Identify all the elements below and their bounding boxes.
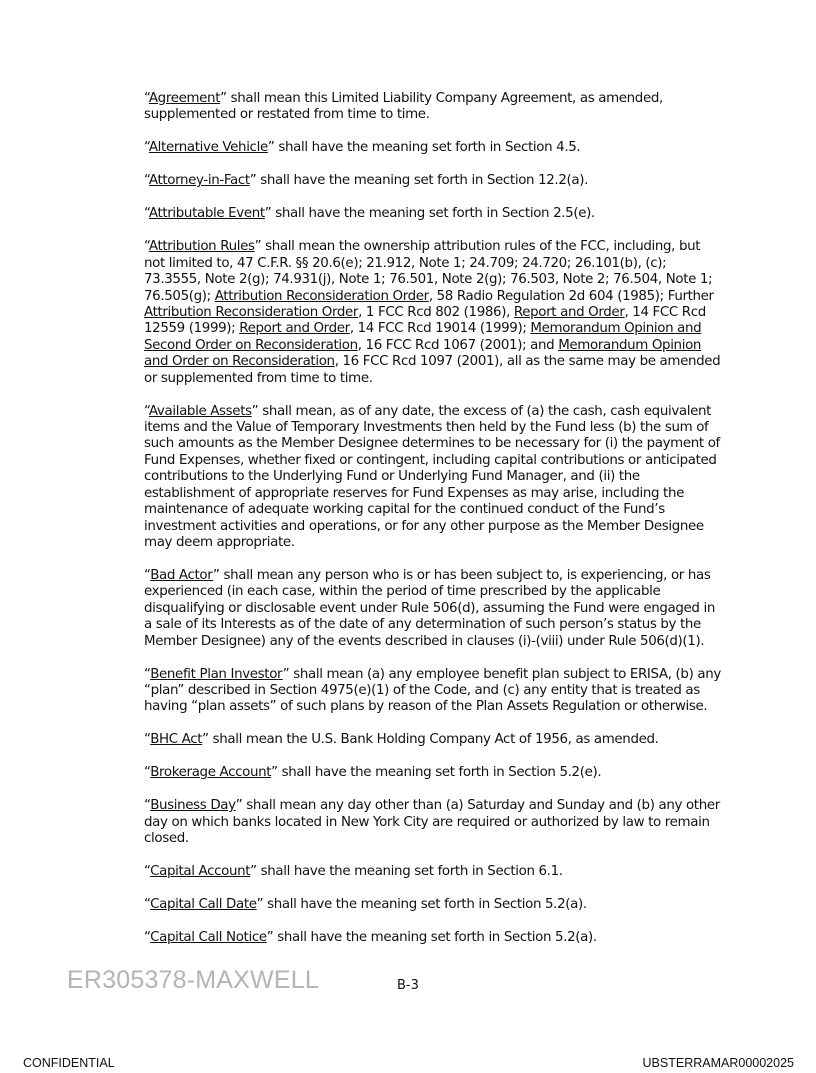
definition-text: ” shall have the meaning set forth in Section 5.2(e). bbox=[271, 765, 602, 781]
definition-text: , 14 FCC Rcd 12559 (1999); bbox=[144, 305, 706, 337]
definition-benefit-plan-investor: “Benefit Plan Investor” shall mean (a) any employee benefit plan subject to ERISA, (b) any “plan” described in Section 4975(e)(1) of the Code, and (c) any entity that is treated as having “plan assets” of such plans by reason of the Plan Assets Regulation or otherwise. bbox=[144, 666, 721, 715]
reference-title: Memorandum Opinion and Second Order on Reconsideration bbox=[144, 321, 702, 353]
definition-text: ” shall mean any day other than (a) Saturday and Sunday and (b) any other day on which banks located in New York City are required or authorized by law to remain closed. bbox=[144, 798, 720, 847]
definition-brokerage-account: “Brokerage Account” shall have the meaning set forth in Section 5.2(e). bbox=[144, 765, 602, 781]
term: Attorney-in-Fact bbox=[148, 173, 250, 189]
reference-title: Report and Order bbox=[513, 305, 625, 321]
exhibit-watermark: ER305378-MAXWELL bbox=[67, 966, 319, 994]
reference-title: Memorandum Opinion and Order on Reconsideration bbox=[144, 337, 702, 370]
term: Capital Call Date bbox=[150, 897, 257, 913]
definition-capital-account: “Capital Account” shall have the meaning set forth in Section 6.1. bbox=[144, 864, 563, 880]
definition-attorney-in-fact: “Attorney-in-Fact” shall have the meaning set forth in Section 12.2(a). bbox=[144, 173, 589, 189]
definition-text: , 58 Radio Regulation 2d 604 (1985); Further bbox=[428, 288, 714, 304]
definition-agreement: “Agreement” shall mean this Limited Liability Company Agreement, as amended, supplemented or restated from time to time. bbox=[144, 91, 663, 123]
reference-title: Attribution Reconsideration Order bbox=[144, 305, 359, 321]
definition-text: , 1 FCC Rcd 802 (1986), bbox=[358, 305, 514, 321]
definition-text: ” shall mean, as of any date, the excess of (a) the cash, cash equivalent items and the Value of Temporary Investments then held by the Fund less (b) the sum of such amounts as the Member Designee determines to be necessary for (i) the payment of Fund Expenses, whether fixed or contingent, including capital contributions or anticipated contributions to the Underlying Fund or Underlying Fund Manager, and (ii) the establishment of appropriate reserves for Fund Expenses as may arise, including the maintenance of adequate working capital for the continued conduct of the Fund’s investment activities and operations, or for any other purpose as the Member Designee may deem appropriate. bbox=[144, 403, 720, 550]
term: BHC Act bbox=[150, 732, 203, 748]
reference-title: Report and Order bbox=[239, 321, 350, 337]
definition-text: ” shall have the meaning set forth in Section 4.5. bbox=[267, 140, 581, 156]
term: Brokerage Account bbox=[150, 765, 272, 781]
definition-text: ” shall have the meaning set forth in Section 12.2(a). bbox=[249, 173, 589, 189]
definition-available-assets: “Available Assets” shall mean, as of any date, the excess of (a) the cash, cash equivalent items and the Value of Temporary Investments then held by the Fund less (b) the sum of such amounts as the Member Designee determines to be necessary for (i) the payment of Fund Expenses, whether fixed or contingent, including capital contributions or anticipated contributions to the Underlying Fund or Underlying Fund Manager, and (ii) the establishment of appropriate reserves for Fund Expenses as may arise, including the maintenance of adequate working capital for the continued conduct of the Fund’s investment activities and operations, or for any other purpose as the Member Designee may deem appropriate. bbox=[144, 403, 720, 550]
definition-text: ” shall have the meaning set forth in Section 5.2(a). bbox=[266, 930, 597, 946]
term: Available Assets bbox=[148, 403, 252, 419]
confidential-label: CONFIDENTIAL bbox=[23, 1056, 115, 1070]
term: Capital Call Notice bbox=[150, 930, 267, 946]
definition-capital-call-date: “Capital Call Date” shall have the meaning set forth in Section 5.2(a). bbox=[144, 897, 587, 913]
definition-attributable-event: “Attributable Event” shall have the meaning set forth in Section 2.5(e). bbox=[144, 206, 595, 222]
definition-text: , 16 FCC Rcd 1097 (2001), all as the same may be amended or supplemented from time to time. bbox=[144, 354, 721, 386]
term: Business Day bbox=[150, 798, 236, 814]
definition-text: ” shall mean the U.S. Bank Holding Company Act of 1956, as amended. bbox=[202, 732, 659, 748]
definition-bad-actor: “Bad Actor” shall mean any person who is or has been subject to, is experiencing, or has experienced (in each case, within the period of time prescribed by the applicable disqualifying or disclosable event under Rule 506(d), assuming the Fund were engaged in a sale of its Interests as of the date of any determination of such person’s status by the Member Designee) any of the events described in clauses (i)-(viii) under Rule 506(d)(1). bbox=[144, 567, 715, 649]
term: Attributable Event bbox=[148, 206, 265, 222]
definition-text: ” shall mean (a) any employee benefit plan subject to ERISA, (b) any “plan” described in Section 4975(e)(1) of the Code, and (c) any entity that is treated as having “plan assets” of such plans by reason of the Plan Assets Regulation or otherwise. bbox=[144, 666, 721, 715]
bates-number: UBSTERRAMAR00002025 bbox=[642, 1056, 794, 1070]
definitions-list bbox=[144, 91, 724, 963]
definition-text: ” shall have the meaning set forth in Section 6.1. bbox=[250, 864, 563, 880]
definition-attribution-rules: “Attribution Rules” shall mean the ownership attribution rules of the FCC, including, but not limited to, 47 C.F.R. §§ 20.6(e); 21.912, Note 1; 24.709; 24.720; 26.101(b), (c); 73.3555, Note 2(g); 74.931(j), Note 1; 76.501, Note 2(g); 76.503, Note 2; 76.504, Note 1; 76.505(g); Attribution Reconsideration Order, 58 Radio Regulation 2d 604 (1985); Further Attribution Reconsideration Order, 1 FCC Rcd 802 (1986), Report and Order, 14 FCC Rcd 12559 (1999); Report and Order, 14 FCC Rcd 19014 (1999); Memorandum Opinion and Second Order on Reconsideration, 16 FCC Rcd 1067 (2001); and Memorandum Opinion and Order on Reconsideration, 16 FCC Rcd 1097 (2001), all as the same may be amended or supplemented from time to time. bbox=[144, 239, 721, 386]
reference-title: Attribution Reconsideration Order bbox=[214, 288, 429, 304]
definition-text: ” shall mean any person who is or has been subject to, is experiencing, or has experienced (in each case, within the period of time prescribed by the applicable disqualifying or disclosable event under Rule 506(d), assuming the Fund were engaged in a sale of its Interests as of the date of any determination of such person’s status by the Member Designee) any of the events described in clauses (i)-(viii) under Rule 506(d)(1). bbox=[144, 567, 715, 649]
definition-bhc-act: “BHC Act” shall mean the U.S. Bank Holding Company Act of 1956, as amended. bbox=[144, 732, 659, 748]
definition-text: , 14 FCC Rcd 19014 (1999); bbox=[349, 321, 531, 337]
definition-business-day: “Business Day” shall mean any day other than (a) Saturday and Sunday and (b) any other day on which banks located in New York City are required or authorized by law to remain closed. bbox=[144, 798, 720, 847]
definition-capital-call-notice: “Capital Call Notice” shall have the meaning set forth in Section 5.2(a). bbox=[144, 930, 597, 946]
definition-text: , 16 FCC Rcd 1067 (2001); and bbox=[357, 337, 559, 353]
term: Alternative Vehicle bbox=[148, 140, 268, 156]
term: Attribution Rules bbox=[148, 239, 255, 255]
term: Bad Actor bbox=[150, 567, 213, 583]
definition-text: ” shall mean this Limited Liability Company Agreement, as amended, supplemented or restated from time to time. bbox=[144, 91, 663, 123]
definition-text: ” shall mean the ownership attribution rules of the FCC, including, but not limited to, 47 C.F.R. §§ 20.6(e); 21.912, Note 1; 24.709; 24.720; 26.101(b), (c); 73.3555, Note 2(g); 74.931(j), Note 1; 76.501, Note 2(g); 76.503, Note 2; 76.504, Note 1; 76.505(g); bbox=[144, 239, 713, 304]
definition-text: ” shall have the meaning set forth in Section 2.5(e). bbox=[264, 206, 595, 222]
term: Benefit Plan Investor bbox=[150, 666, 283, 682]
page-number: B-3 bbox=[397, 978, 419, 993]
definition-text: ” shall have the meaning set forth in Section 5.2(a). bbox=[256, 897, 587, 913]
definition-alternative-vehicle: “Alternative Vehicle” shall have the meaning set forth in Section 4.5. bbox=[144, 140, 581, 156]
term: Capital Account bbox=[150, 864, 251, 880]
term: Agreement bbox=[148, 91, 221, 106]
